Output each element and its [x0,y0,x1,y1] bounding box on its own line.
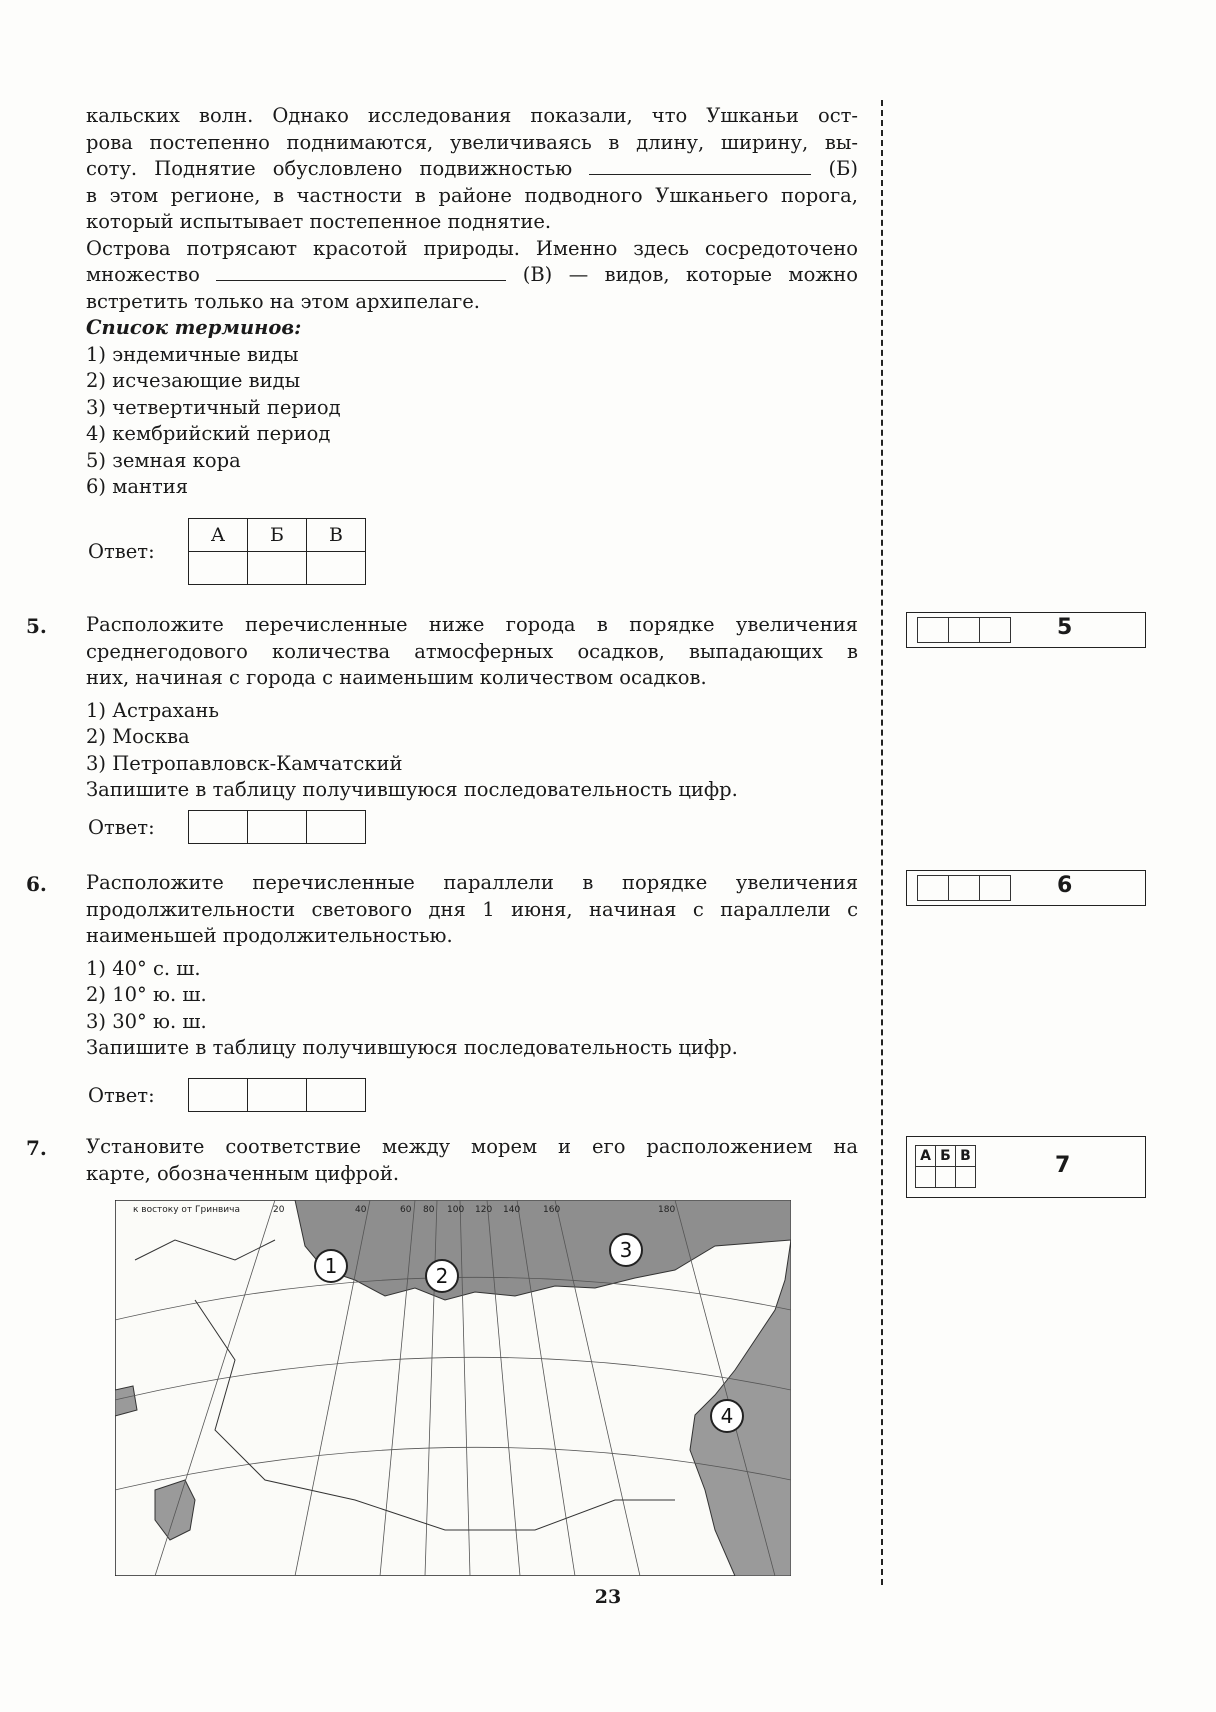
longitude-label: 40 [355,1205,367,1215]
task5-instruction: Запишите в таблицу получившуюся последовательность цифр. [86,778,738,801]
task7-line-1: Установите соответствие между морем и его расположением на [86,1135,858,1158]
side-number: 5 [1057,615,1073,640]
task5-text [86,612,858,804]
answer-header-a: А [189,519,248,552]
side-cell[interactable] [948,875,980,901]
term-item: 4) кембрийский период [86,422,331,445]
task6-instruction: Запишите в таблицу получившуюся последовательность цифр. [86,1036,738,1059]
task4-line-8: встретить только на этом архипелаге. [86,289,480,313]
answer-cell[interactable] [189,1079,248,1112]
side-cell[interactable] [979,617,1011,643]
task4-line-2: рова постепенно поднимаются, увеличиваясь в длину, ширину, вы- [86,130,858,154]
task6-options [86,956,858,1036]
longitude-label: 180 [658,1205,676,1215]
task5-line-2: среднегодового количества атмосферных осадков, выпадающих в [86,639,858,663]
task4-line-1: кальских волн. Однако исследования показали, что Ушканьи ост- [86,104,858,127]
longitude-label: 20 [273,1205,285,1215]
russia-map [115,1200,791,1576]
task4-line-3 [86,156,858,183]
task4-line-4: в этом регионе, в частности в районе подводного Ушканьего порога, [86,183,858,207]
task7-line-2: карте, обозначенным цифрой. [86,1161,400,1185]
answer-cell[interactable] [307,1079,366,1112]
answer-cell[interactable] [189,811,248,844]
side-cell[interactable] [916,1167,936,1188]
task4-line-7-text: множество [86,263,200,286]
answer-cell-a[interactable] [189,552,248,585]
side-header-b: Б [936,1146,956,1167]
task4-line-6: Острова потрясают красотой природы. Именно здесь сосредоточено [86,236,858,260]
task7-side-box [906,1136,1146,1198]
task4-line-5: который испытывает постепенное поднятие. [86,210,552,233]
task6-text [86,870,858,1062]
terms-list [86,342,858,501]
task5-number: 5. [26,614,47,638]
marker-label: 4 [720,1404,734,1428]
marker-label: 3 [619,1238,633,1262]
option-item: 3) Петропавловск-Камчатский [86,751,403,775]
task5-side-box [906,612,1146,648]
longitude-label: 160 [543,1205,561,1215]
answer-table [188,810,366,844]
answer-label: Ответ: [88,1083,155,1107]
longitude-label: 100 [447,1205,465,1215]
task6-number: 6. [26,872,47,896]
option-item: 2) Москва [86,725,190,748]
side-abv-table [915,1145,976,1188]
side-number: 7 [1055,1153,1071,1178]
side-number: 6 [1057,873,1073,898]
task7-number: 7. [26,1136,47,1160]
map-marker-2 [426,1260,458,1292]
answer-header-b: Б [248,519,307,552]
task5-line-3: них, начиная с города с наименьшим количеством осадков. [86,666,707,689]
task4-line-3-end: (Б) [828,157,858,180]
side-cell[interactable] [956,1167,976,1188]
answer-cell-v[interactable] [307,552,366,585]
term-item: 1) эндемичные виды [86,342,299,366]
side-cells [917,875,1010,901]
longitude-label: 140 [503,1205,521,1215]
term-item: 2) исчезающие виды [86,369,301,392]
task4-line-3-text: соту. Поднятие обусловлено подвижностью [86,157,573,180]
longitude-label: 80 [423,1205,435,1215]
side-cell[interactable] [917,875,949,901]
term-item: 6) мантия [86,475,189,498]
map-marker-1 [315,1250,347,1282]
task4-line-7-end: (В) — видов, которые можно [522,263,859,286]
term-item: 5) земная кора [86,448,241,472]
map-marker-4 [711,1400,743,1432]
answer-cell[interactable] [248,1079,307,1112]
option-item: 1) 40° с. ш. [86,956,201,980]
task6-line-3: наименьшей продолжительностью. [86,924,453,947]
marker-label: 2 [435,1264,449,1288]
cut-line [881,100,883,1585]
marker-label: 1 [324,1254,338,1278]
side-header-v: В [956,1146,976,1167]
side-cell[interactable] [948,617,980,643]
side-header-a: А [916,1146,936,1167]
answer-label: Ответ: [88,815,155,839]
task5-answer [88,810,366,844]
blank-b[interactable] [589,158,811,175]
task4-answer [88,518,366,585]
terms-title: Список терминов: [86,316,302,339]
blank-v[interactable] [216,264,506,281]
task6-line-1: Расположите перечисленные параллели в порядке увеличения [86,871,858,894]
answer-label: Ответ: [88,540,155,563]
task5-options [86,698,858,778]
side-cells [917,617,1010,643]
option-item: 1) Астрахань [86,698,220,722]
option-item: 3) 30° ю. ш. [86,1009,207,1033]
longitude-label: 60 [400,1205,412,1215]
task5-line-1: Расположите перечисленные ниже города в порядке увеличения [86,613,858,636]
task6-side-box [906,870,1146,906]
answer-cell[interactable] [307,811,366,844]
answer-header-v: В [307,519,366,552]
option-item: 2) 10° ю. ш. [86,983,207,1006]
page-number: 23 [594,1586,622,1608]
answer-table-abv [188,518,366,585]
task4-line-7 [86,262,858,289]
answer-cell-b[interactable] [248,552,307,585]
task6-line-2: продолжительности светового дня 1 июня, начиная с параллели с [86,897,858,921]
side-cell[interactable] [979,875,1011,901]
map-marker-3 [610,1234,642,1266]
answer-table [188,1078,366,1112]
task6-answer [88,1078,366,1112]
side-cell[interactable] [917,617,949,643]
longitude-label: 120 [475,1205,493,1215]
term-item: 3) четвертичный период [86,395,341,419]
map-header-text: к востоку от Гринвича [133,1205,240,1215]
task4-text [86,103,858,501]
side-cell[interactable] [936,1167,956,1188]
answer-cell[interactable] [248,811,307,844]
task7-text [86,1134,858,1187]
